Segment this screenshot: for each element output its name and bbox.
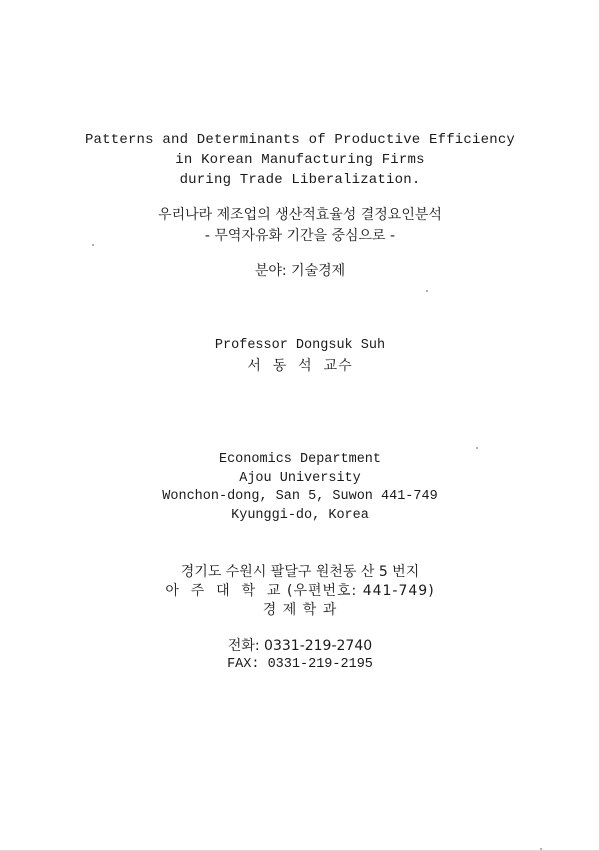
fax-number: FAX: 0331-219-2195 <box>227 657 373 672</box>
address-en-line-4: Kyunggi-do, Korea <box>231 508 369 523</box>
title-en-line-3: during Trade Liberalization. <box>179 172 421 188</box>
field-label: 분야: 기술경제 <box>254 263 346 279</box>
address-ko-line-1: 경기도 수원시 팔달구 원천동 산 5 번지 <box>180 564 420 580</box>
address-ko-line-2: 아 주 대 학 교 (우편번호: 441-749) <box>165 583 435 599</box>
scan-speck <box>426 290 428 292</box>
title-en-line-1: Patterns and Determinants of Productive Efficiency <box>84 132 516 148</box>
title-en-line-2: in Korean Manufacturing Firms <box>175 152 425 168</box>
scan-speck <box>476 447 478 449</box>
title-ko-line-2: - 무역자유화 기간을 중심으로 - <box>204 228 396 244</box>
address-en-line-3: Wonchon-dong, San 5, Suwon 441-749 <box>162 489 438 504</box>
scan-speck <box>92 244 94 246</box>
address-en-line-2: Ajou University <box>239 471 361 486</box>
address-en-line-1: Economics Department <box>218 452 382 467</box>
author-name-en: Professor Dongsuk Suh <box>214 338 386 353</box>
address-ko-line-3: 경 제 학 과 <box>262 602 338 618</box>
author-name-ko: 서 동 석 교수 <box>247 358 353 374</box>
phone-number: 전화: 0331-219-2740 <box>227 638 373 654</box>
scan-speck <box>540 848 542 850</box>
title-ko-line-1: 우리나라 제조업의 생산적효율성 결정요인분석 <box>158 207 442 223</box>
